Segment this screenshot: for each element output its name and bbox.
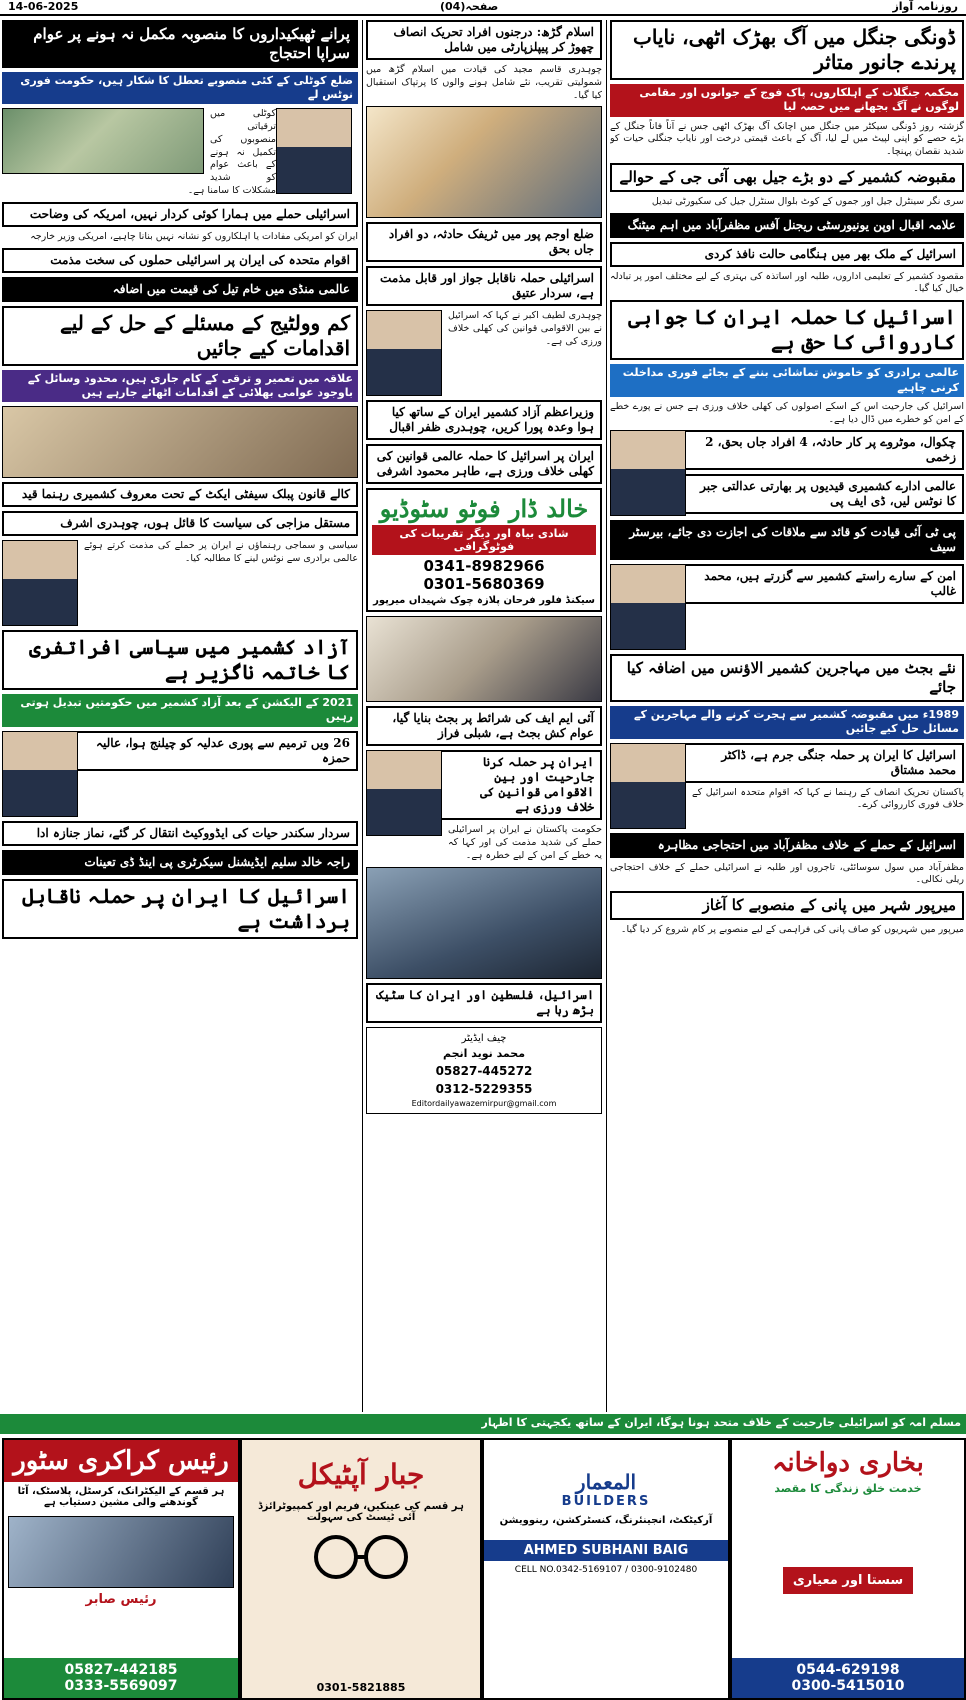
news-photo — [2, 406, 358, 478]
portrait-photo — [276, 108, 352, 194]
portrait-photo — [610, 430, 686, 516]
article-text: گزشتہ روز ڈونگی سیکٹر میں جنگل میں اچانک آگ بھڑک اٹھی جس نے آناً فاناً جنگل کے بڑے حصے کو اپنی لپیٹ میں لے لیا، آگ کے باعث قیمتی درخت اور نایاب جنگلی حیات کو شدید نقصان پہنچا۔ — [610, 120, 964, 158]
ad-phone: 0341-8982966 — [423, 557, 545, 576]
subheadline-band: ضلع کوٹلی کے کئی منصوبے تعطل کا شکار ہیں، حکومت فوری نوٹس لے — [2, 72, 358, 105]
glasses-icon — [301, 1527, 421, 1587]
advertisements-row — [0, 1438, 966, 1700]
headline: اسرائیل کا حملہ ایران کا جوابی کارروائی کا حق ہے — [610, 300, 964, 360]
portrait-photo — [366, 310, 442, 396]
ad-phone: 0544-629198 — [796, 1662, 900, 1678]
subheadline-band: 1989ء میں مقبوضہ کشمیر سے ہجرت کرنے والے مہاجرین کے مسائل حل کیے جائیں — [610, 706, 964, 739]
al-muamar-builders-ad — [482, 1438, 730, 1700]
article-text: میرپور میں شہریوں کو صاف پانی کی فراہمی کے لیے منصوبے پر کام شروع کر دیا گیا۔ — [620, 923, 964, 935]
ad-product-photo — [8, 1516, 234, 1588]
ad-address: سیکنڈ فلور فرحان پلازہ چوک شہیداں میرپور — [373, 595, 595, 607]
left-column — [2, 20, 358, 1412]
headline: نئے بجٹ میں مہاجرین کشمیر الاؤنس میں اضافہ کیا جائے — [610, 654, 964, 702]
bottom-band-text: مسلم امہ کو اسرائیلی جارحیت کے خلاف متحد ہونا ہوگا، ایران کے ساتھ یکجہتی کا اظہار — [0, 1414, 966, 1434]
headline: اقوام متحدہ کی ایران پر اسرائیلی حملوں کی سخت مذمت — [2, 248, 358, 273]
ad-phones — [4, 1658, 238, 1698]
ad-title: جبار آپٹیکل — [297, 1458, 425, 1491]
middle-column — [366, 20, 602, 1412]
headline: مستقل مزاجی کی سیاست کا قائل ہوں، چوہدری اشرف — [2, 511, 358, 536]
page-number: صفحہ(04) — [440, 0, 499, 13]
ad-title: المعمار — [575, 1470, 637, 1494]
portrait-photo — [366, 750, 442, 836]
ad-phones — [732, 1658, 964, 1698]
news-photo — [2, 108, 204, 174]
article-text: سیاسی و سماجی رہنماؤں نے ایران پر حملے کی مذمت کرتے ہوئے عالمی برادری سے نوٹس لینے کا مطالبہ کیا۔ — [84, 540, 358, 564]
headline: اسرائیل کا ایران پر حملہ ناقابل برداشت ہے — [2, 879, 358, 939]
ad-description: ہر قسم کے الیکٹرانک، کرسٹل، پلاسٹک، آٹا گوندھنے والی مشین دستیاب ہے — [17, 1486, 225, 1508]
headline: ڈونگی جنگل میں آگ بھڑک اٹھی، نایاب پرندے جانور متاثر — [610, 20, 964, 80]
headline: کم وولٹیج کے مسئلے کے حل کے لیے اقدامات کیے جائیں — [2, 306, 358, 366]
article-text: مظفرآباد میں سول سوسائٹی، تاجروں اور طلبہ نے اسرائیلی حملے کے خلاف احتجاجی ریلی نکالی۔ — [610, 861, 964, 886]
headline: اسلام گڑھ: درجنوں افراد تحریک انصاف چھوڑ کر پیپلزپارٹی میں شامل — [366, 20, 602, 60]
subheadline-band: محکمہ جنگلات کے اہلکاروں، پاک فوج کے جوانوں اور مقامی لوگوں نے آگ بجھانے میں حصہ لیا — [610, 84, 964, 117]
editor-phone: 05827-445272 — [435, 1064, 533, 1079]
headline: امن کے سارے راستے کشمیر سے گزرتے ہیں، محمد غالب — [610, 564, 964, 604]
headline: عالمی منڈی میں خام تیل کی قیمت میں اضافہ — [2, 277, 358, 302]
subheadline-band: علاقہ میں تعمیر و ترقی کے کام جاری ہیں، محدود وسائل کے باوجود عوامی بھلائی کے اقدامات اٹھائے جارہے ہیں — [2, 370, 358, 403]
page-date: 14-06-2025 — [8, 0, 79, 13]
article-text: چوہدری قاسم مجید کی قیادت میں اسلام گڑھ میں شمولیتی تقریب، نئے شامل ہونے والوں کا پرتپاک استقبال کیا گیا۔ — [366, 64, 602, 101]
news-photo — [366, 867, 602, 979]
ad-owner: رئیس صابر — [85, 1592, 157, 1607]
headline: ایران پر اسرائیل کا حملہ عالمی قوانین کی کھلی خلاف ورزی ہے، طاہر محمود اشرفی — [366, 444, 602, 484]
article-text: مقصود کشمیر کے تعلیمی اداروں، طلبہ اور اساتذہ کی بہتری کے لیے مختلف امور پر تبادلہ خیال کیا گیا۔ — [610, 270, 964, 295]
editor-box — [366, 1027, 602, 1115]
ad-description: خدمت خلق زندگی کا مقصد — [774, 1482, 922, 1495]
ad-title: رئیس کراکری سٹور — [4, 1440, 238, 1482]
ad-phone: 0301-5680369 — [423, 575, 545, 594]
article-text: اسرائیل کی جارحیت اس کے اسکے اصولوں کی کھلی خلاف ورزی ہے جس نے پورے خطے کے امن کو خطرے میں ڈال دیا ہے۔ — [610, 400, 964, 425]
ad-subtitle: BUILDERS — [561, 1494, 651, 1509]
headline: چکوال، موٹروے پر کار حادثہ، 4 افراد جاں بحق، 2 زخمی — [610, 430, 964, 470]
ad-title: بخاری دواخانہ — [772, 1448, 924, 1478]
bottom-news-band — [0, 1414, 966, 1434]
raees-crockery-ad — [2, 1438, 240, 1700]
news-photo — [366, 106, 602, 218]
headline: اسرائیلی حملے میں ہمارا کوئی کردار نہیں، امریکہ کی وضاحت — [2, 202, 358, 227]
headline: آزاد کشمیر میں سیاسی افراتفری کا خاتمہ ناگزیر ہے — [2, 630, 358, 690]
editor-email: Editordailyawazemirpur@gmail.com — [411, 1099, 557, 1109]
article-text: ایران کو امریکی مفادات یا اہلکاروں کو نشانہ نہیں بنانا چاہیے، امریکی وزیر خارجہ — [30, 230, 358, 242]
headline: ضلع اوجم پور میں ٹریفک حادثہ، دو افراد جاں بحق — [366, 222, 602, 262]
headline: اسرائیلی حملہ ناقابل جواز اور قابل مذمت ہے، سردار عتیق — [366, 266, 602, 306]
article-text: پاکستان تحریک انصاف کے رہنما نے کہا کہ اقوام متحدہ اسرائیل کے خلاف فوری کارروائی کرے۔ — [692, 786, 964, 811]
article-text: کوٹلی میں ترقیاتی منصوبوں کی تکمیل نہ ہونے کے باعث عوام کو شدید مشکلات کا سامنا ہے۔ — [187, 108, 276, 196]
headline: اسرائیل کے ملک بھر میں ہنگامی حالت نافذ کردی — [610, 242, 964, 267]
article-text: سری نگر سینٹرل جیل اور جموں کے کوٹ بلوال سنٹرل جیل کی سکیورٹی تبدیل — [651, 195, 964, 207]
ad-owner: AHMED SUBHANI BAIG — [484, 1540, 728, 1561]
ad-title: خالد ڈار فوٹو سٹوڈیو — [379, 494, 589, 524]
headline: کالے قانون پبلک سیفٹی ایکٹ کے تحت معروف کشمیری رہنما قید — [2, 482, 358, 507]
subheadline-band: 2021 کے الیکشن کے بعد آزاد کشمیر میں حکومتیں تبدیل ہوتی رہیں — [2, 694, 358, 727]
khalid-dar-studio-ad — [366, 488, 602, 612]
headline: آئی ایم ایف کی شرائط پر بجٹ بنایا گیا، عوام کش بجٹ ہے، شبلی فراز — [366, 706, 602, 746]
editor-phone: 0312-5229355 — [435, 1082, 533, 1097]
ad-tagline: شادی بیاہ اور دیگر تقریبات کی فوٹوگرافی — [372, 525, 596, 555]
column-divider — [362, 20, 363, 1412]
article-text: چوہدری لطیف اکبر نے کہا کہ اسرائیل نے بین الاقوامی قوانین کی کھلی خلاف ورزی کی ہے۔ — [448, 310, 602, 348]
editor-name: محمد نوید انجم — [442, 1046, 526, 1060]
headline: عالمی ادارے کشمیری قیدیوں پر بھارتی عدالتی جبر کا نوٹس لیں، ڈی ایف پی — [610, 474, 964, 514]
portrait-photo — [610, 564, 686, 650]
ad-phone: 0300-5415010 — [791, 1678, 905, 1694]
bukhari-dawakhana-ad — [730, 1438, 966, 1700]
ad-description: ہر قسم کی عینکیں، فریم اور کمپیوٹرائزڈ آئی ٹیسٹ کی سہولت — [258, 1501, 464, 1523]
ad-contact: CELL NO.0342-5169107 / 0300-9102480 — [514, 1565, 698, 1575]
headline: 26 ویں ترمیم سے پوری عدلیہ کو چیلنج ہوا، عالیہ حمزہ — [2, 731, 358, 771]
portrait-photo — [610, 743, 686, 829]
paper-name: روزنامہ آواز — [892, 0, 958, 13]
headline: ایران پر حملہ کرنا جارحیت اور بین الاقوامی قوانین کی خلاف ورزی ہے — [366, 750, 602, 820]
right-column — [610, 20, 964, 1412]
headline: پرانے ٹھیکیداروں کا منصوبہ مکمل نہ ہونے پر عوام سراپا احتجاج — [2, 20, 358, 68]
ad-phone: 0301-5821885 — [316, 1681, 406, 1694]
headline: اسرائیل کے حملے کے خلاف مظفرآباد میں احتجاجی مظاہرہ — [610, 833, 964, 858]
editor-label: چیف ایڈیٹر — [461, 1032, 507, 1044]
headline: علامہ اقبال اوپن یونیورسٹی ریجنل آفس مظفرآباد میں اہم میٹنگ — [610, 213, 964, 238]
portrait-photo — [2, 540, 78, 626]
headline: پی ٹی آئی قیادت کو قائد سے ملاقات کی اجازت دی جائے، بیرسٹر سیف — [610, 520, 964, 560]
news-photo — [366, 616, 602, 702]
headline: میرپور شہر میں پانی کے منصوبے کا آغاز — [610, 891, 964, 920]
headline: راجہ خالد سلیم ایڈیشنل سیکرٹری پی اینڈ ڈی تعینات — [2, 850, 358, 875]
article-text: حکومت پاکستان نے ایران پر اسرائیلی حملے کی شدید مذمت کی اور کہا کہ یہ خطے کے امن کے لیے خطرہ ہے۔ — [448, 824, 602, 862]
ad-offer: سستا اور معیاری — [783, 1567, 913, 1594]
headline: وزیراعظم آزاد کشمیر ایران کے ساتھ کیا ہوا وعدہ پورا کریں، چوہدری ظفر اقبال — [366, 400, 602, 440]
column-divider — [606, 20, 607, 1412]
headline: اسرائیل، فلسطین اور ایران کا سٹیک بڑھ رہا ہے — [366, 983, 602, 1023]
headline: اسرائیل کا ایران پر حملہ جنگی جرم ہے، ڈاکٹر محمد مشتاق — [610, 743, 964, 783]
subheadline-band: عالمی برادری کو خاموش تماشائی بننے کے بجائے فوری مداخلت کرنی چاہیے — [610, 364, 964, 397]
ad-phone: 0333-5569097 — [64, 1678, 178, 1694]
portrait-photo — [2, 731, 78, 817]
ad-description: آرکیٹکٹ، انجینئرنگ، کنسٹرکشن، رینوویشن — [499, 1515, 713, 1526]
jabbar-optical-ad — [240, 1438, 482, 1700]
headline: مقبوضہ کشمیر کے دو بڑے جیل بھی آئی جی کے حوالے — [610, 163, 964, 192]
headline: سردار سکندر حیات کی ایڈووکیٹ انتقال کر گئے، نماز جنازہ ادا — [2, 821, 358, 846]
masthead-bar — [0, 0, 966, 16]
ad-phone: 05827-442185 — [64, 1662, 178, 1678]
